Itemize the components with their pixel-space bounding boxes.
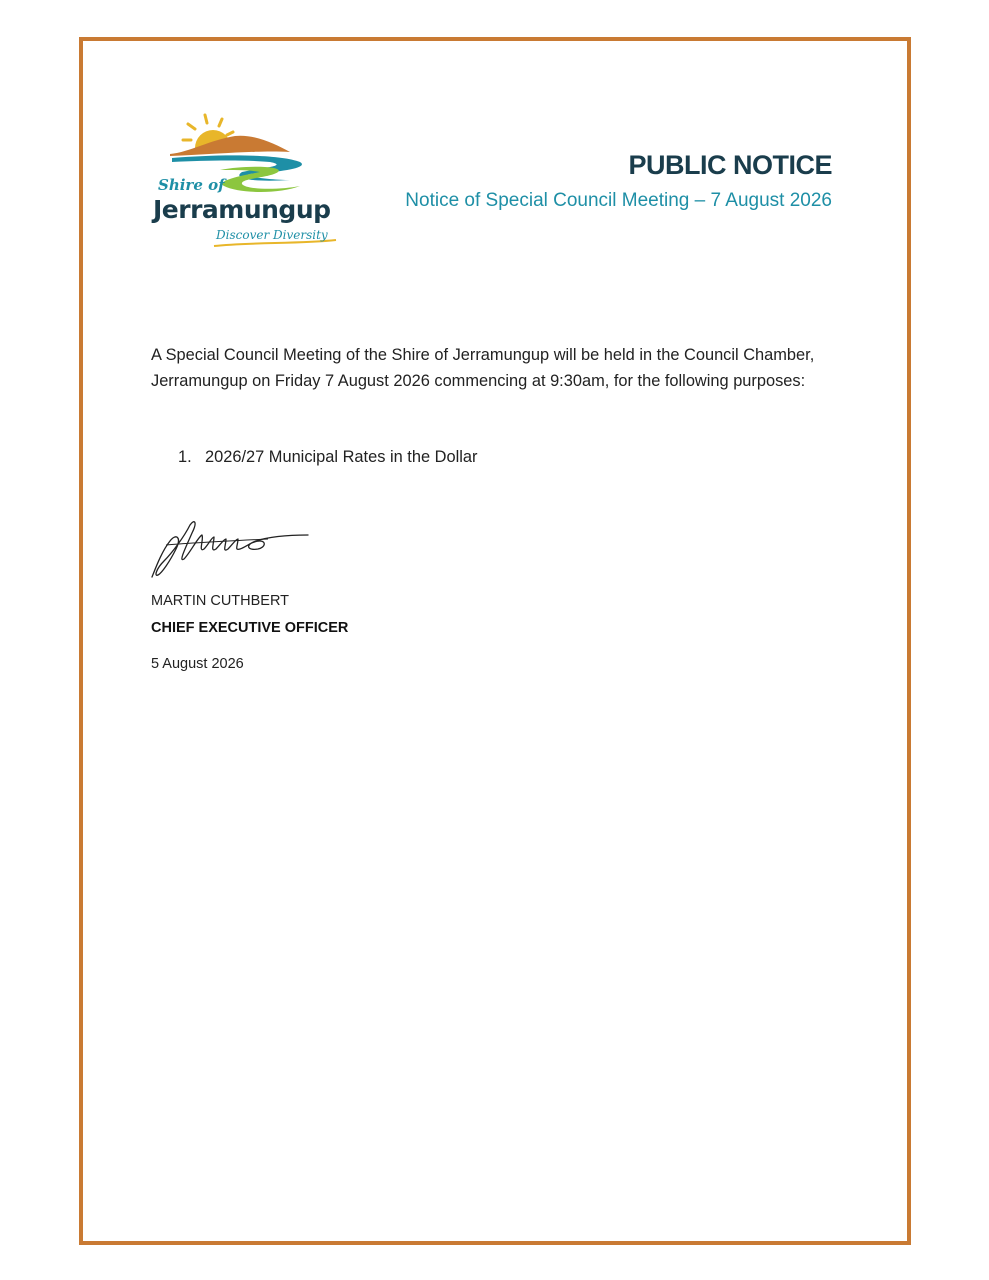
list-item-text: 2026/27 Municipal Rates in the Dollar [205,448,478,466]
signatory-name: MARTIN CUTHBERT [151,593,290,609]
logo-name: Jerramungup [153,195,331,224]
page-title: PUBLIC NOTICE [628,150,832,180]
signatory-title: CHIEF EXECUTIVE OFFICER [151,620,349,636]
page-subtitle: Notice of Special Council Meeting – 7 August 2026 [405,190,832,211]
paragraph-line-1: A Special Council Meeting of the Shire of Jerramungup will be held in the Council Chamber, [151,346,815,364]
list-item-number: 1. [178,448,192,466]
shire-logo [150,110,350,255]
notice-heading [405,150,832,214]
purposes-list [178,445,477,469]
signature [148,515,313,583]
list-item [178,445,477,469]
notice-paragraph [151,342,851,394]
logo-tagline: Discover Diversity [216,228,328,242]
notice-date: 5 August 2026 [151,656,244,672]
logo-shire-of: Shire of [158,176,225,194]
paragraph-line-2: Jerramungup on Friday 7 August 2026 commencing at 9:30am, for the following purposes: [151,372,806,390]
